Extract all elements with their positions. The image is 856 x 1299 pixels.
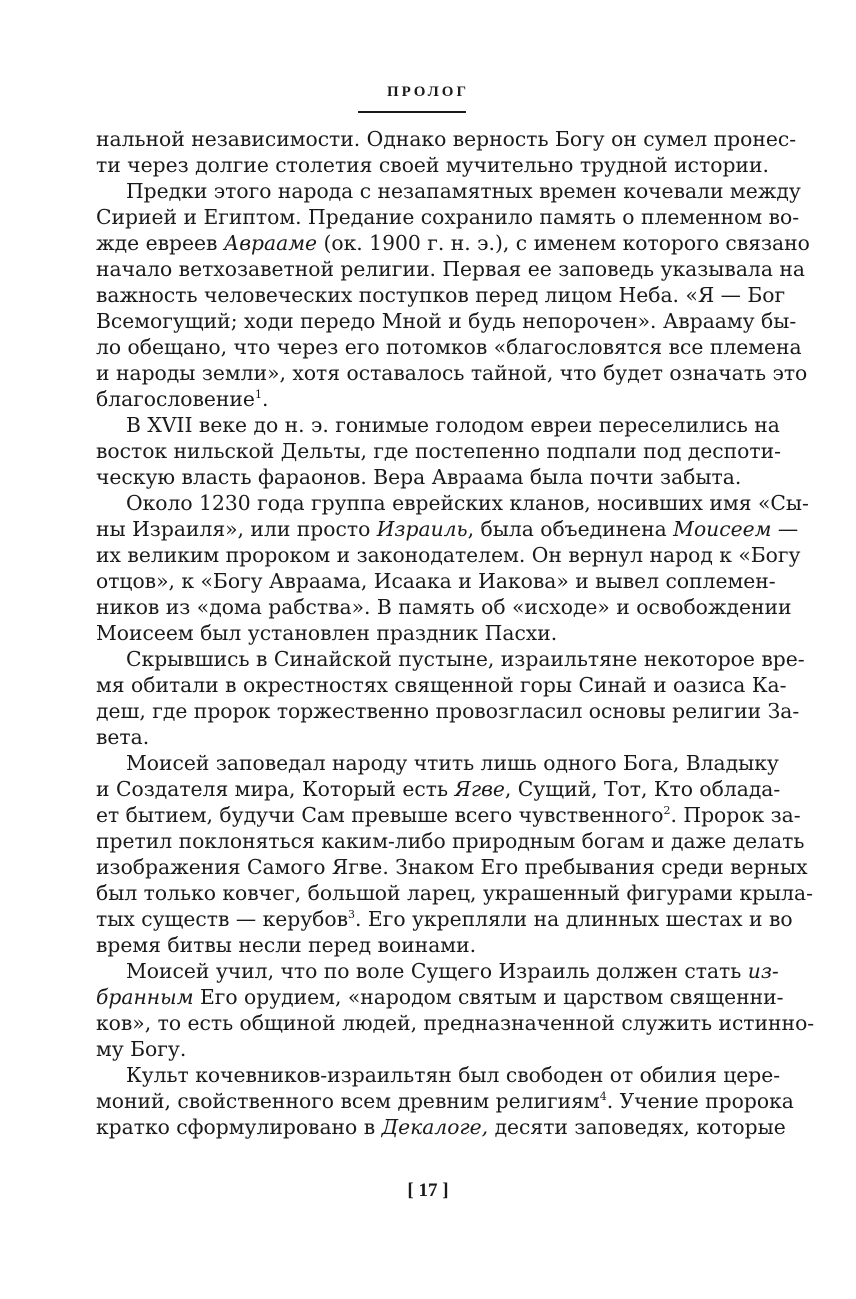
text-line: ков», то есть общиной людей, предназначенной служить истинно-: [96, 1011, 815, 1035]
running-head-rule: [358, 111, 466, 113]
body-text: [96, 126, 815, 1140]
text-line: Скрывшись в Синайской пустыне, израильтяне некоторое вре-: [126, 647, 805, 671]
text-line: моний, свойственного всем древним религиям$^4$. Учение пророка: [96, 1089, 794, 1113]
text-line: бранным Его орудием, «народом святым и царством священни-: [96, 985, 784, 1009]
text-line: кратко сформулировано в Декалоге, десяти заповедях, которые: [96, 1115, 786, 1139]
text-line: нальной независимости. Однако верность Богу он сумел пронес-: [96, 127, 797, 151]
text-line: Предки этого народа с незапамятных времен кочевали между: [126, 179, 801, 203]
text-line: благословение$^1$.: [96, 387, 269, 411]
running-head: ПРОЛОГ: [386, 84, 470, 100]
text-line: деш, где пророк торжественно провозгласил основы религии За-: [96, 699, 800, 723]
text-line: вета.: [96, 725, 150, 749]
text-line: ны Израиля», или просто Израиль, была объединена Моисеем —: [96, 517, 799, 541]
text-line: ческую власть фараонов. Вера Авраама была почти забыта.: [96, 465, 742, 489]
text-line: Моисей учил, что по воле Сущего Израиль должен стать из-: [126, 959, 779, 983]
text-line: отцов», к «Богу Авраама, Исаака и Иакова» и вывел соплемен-: [96, 569, 776, 593]
text-line: Моисей заповедал народу чтить лишь одного Бога, Владыку: [126, 751, 779, 775]
text-line: время битвы несли перед воинами.: [96, 933, 477, 957]
text-line: Культ кочевников-израильтян был свободен от обилия цере-: [126, 1063, 781, 1087]
text-line: восток нильской Дельты, где постепенно подпали под деспоти-: [96, 439, 781, 463]
page-number: [ 17 ]: [407, 1180, 449, 1201]
text-line: ло обещано, что через его потомков «благословятся все племена: [96, 335, 802, 359]
text-line: важность человеческих поступков перед лицом Неба. «Я — Бог: [96, 283, 786, 307]
text-line: Всемогущий; ходи передо Мной и будь непорочен». Аврааму бы-: [96, 309, 797, 333]
text-line: начало ветхозаветной религии. Первая ее заповедь указывала на: [96, 257, 805, 281]
text-line: му Богу.: [96, 1037, 187, 1061]
text-line: Моисеем был установлен праздник Пасхи.: [96, 621, 558, 645]
text-line: претил поклоняться каким-либо природным богам и даже делать: [96, 829, 805, 853]
text-line: мя обитали в окрестностях священной горы Синай и оазиса Ка-: [96, 673, 787, 697]
text-line: Около 1230 года группа еврейских кланов, носивших имя «Сы-: [126, 491, 809, 515]
text-line: их великим пророком и законодателем. Он вернул народ к «Богу: [96, 543, 801, 567]
text-line: В XVII веке до н. э. гонимые голодом евреи переселились на: [126, 413, 780, 437]
text-line: изображения Самого Ягве. Знаком Его пребывания среди верных: [96, 855, 808, 879]
text-line: Сирией и Египтом. Предание сохранило память о племенном во-: [96, 205, 800, 229]
text-line: и Создателя мира, Который есть Ягве, Сущий, Тот, Кто облада-: [96, 777, 781, 801]
text-line: ти через долгие столетия своей мучительно трудной истории.: [96, 153, 769, 177]
text-line: был только ковчег, большой ларец, украшенный фигурами крыла-: [96, 881, 813, 905]
text-line: тых существ — керубов$^3$. Его укрепляли на длинных шестах и во: [96, 907, 793, 931]
text-line: жде евреев Аврааме (ок. 1900 г. н. э.), с именем которого связано: [96, 231, 810, 255]
text-line: ников из «дома рабства». В память об «исходе» и освобождении: [96, 595, 792, 619]
text-line: ет бытием, будучи Сам превыше всего чувственного$^2$. Пророк за-: [96, 803, 801, 827]
text-line: и народы земли», хотя оставалось тайной, что будет означать это: [96, 361, 808, 385]
